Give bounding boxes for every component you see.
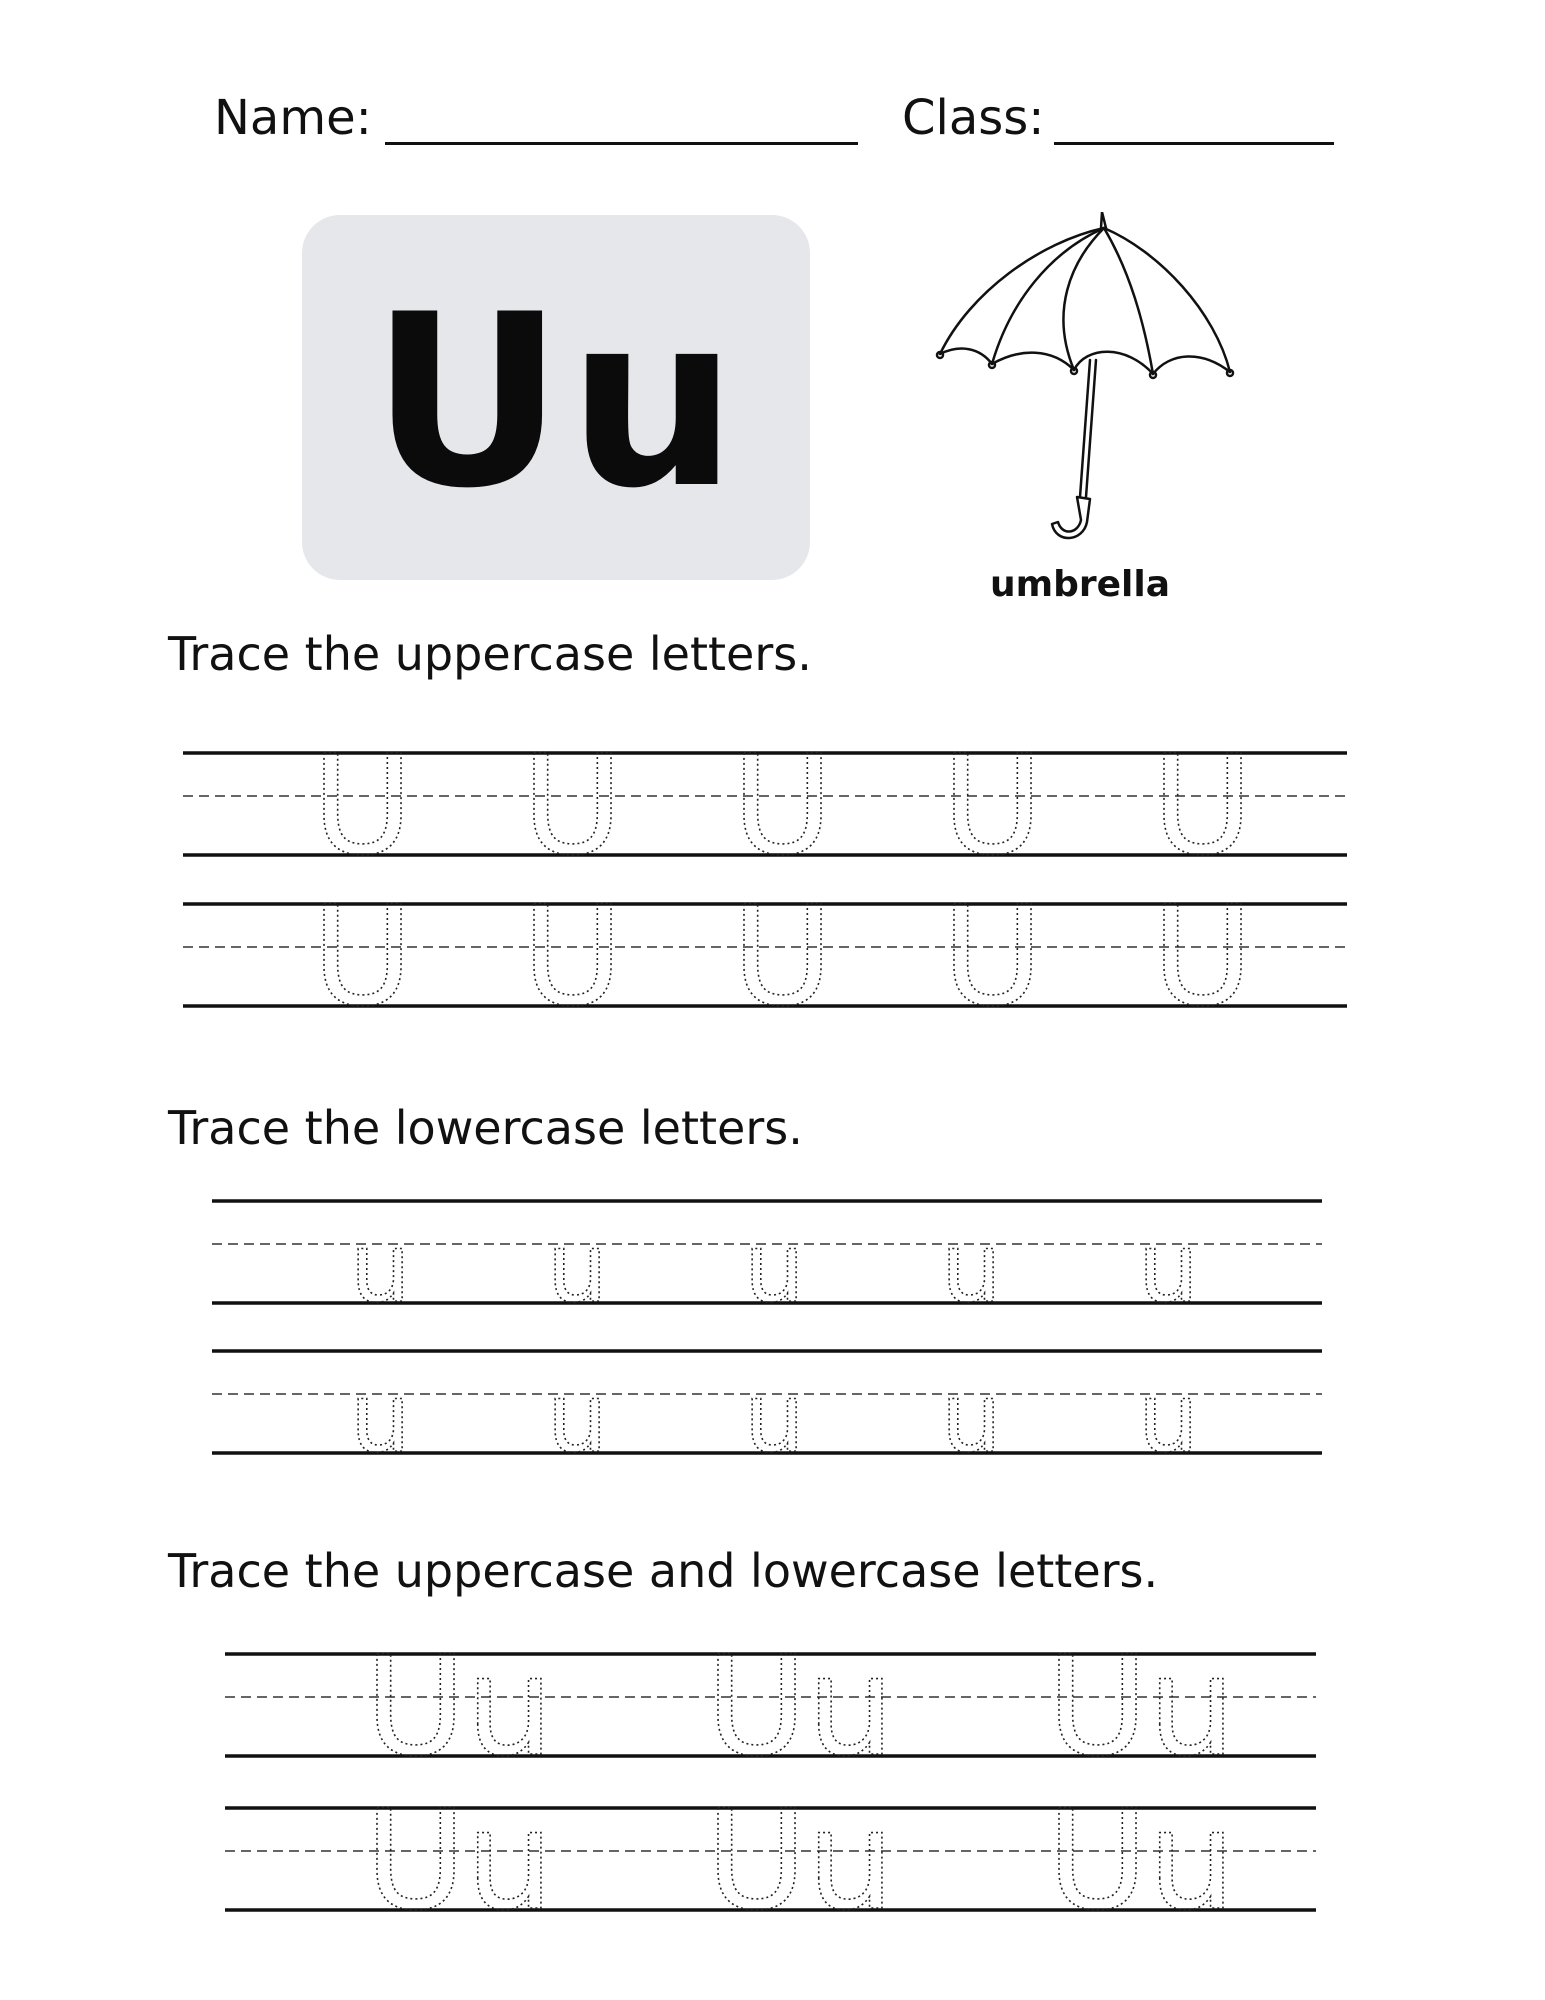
instruction-uppercase: Trace the uppercase letters. (168, 627, 812, 681)
trace-letter[interactable]: u (744, 1362, 805, 1474)
trace-letter[interactable]: u (547, 1212, 608, 1324)
trace-letter[interactable]: Uu (706, 1780, 895, 1941)
trace-letter[interactable]: U (522, 725, 624, 886)
class-label: Class: (902, 90, 1045, 146)
tracing-row[interactable] (212, 1201, 1322, 1324)
trace-letter[interactable]: U (522, 876, 624, 1037)
trace-letter[interactable]: u (941, 1362, 1002, 1474)
picture-word: umbrella (989, 564, 1171, 605)
trace-letter[interactable]: U (732, 876, 834, 1037)
trace-letter[interactable]: u (1138, 1212, 1199, 1324)
trace-letter[interactable]: U (312, 876, 414, 1037)
trace-letter[interactable]: U (942, 725, 1044, 886)
featured-letters: Uu (370, 263, 742, 541)
instruction-both: Trace the uppercase and lowercase letters. (168, 1544, 1159, 1598)
trace-letter[interactable]: U (1152, 876, 1254, 1037)
tracing-row[interactable] (225, 1780, 1316, 1941)
name-label: Name: (214, 90, 372, 146)
trace-letter[interactable]: U (312, 725, 414, 886)
tracing-row[interactable] (212, 1351, 1322, 1474)
trace-letter[interactable]: U (942, 876, 1044, 1037)
trace-letter[interactable]: u (547, 1362, 608, 1474)
tracing-row[interactable] (183, 876, 1347, 1037)
tracing-row[interactable] (183, 725, 1347, 886)
trace-letter[interactable]: Uu (1047, 1780, 1236, 1941)
trace-letter[interactable]: Uu (1047, 1626, 1236, 1787)
trace-letter[interactable]: U (732, 725, 834, 886)
trace-letter[interactable]: Uu (365, 1780, 554, 1941)
trace-letter[interactable]: u (1138, 1362, 1199, 1474)
trace-letter[interactable]: Uu (706, 1626, 895, 1787)
trace-letter[interactable]: U (1152, 725, 1254, 886)
tracing-row[interactable] (225, 1626, 1316, 1787)
instruction-lowercase: Trace the lowercase letters. (168, 1101, 803, 1155)
trace-letter[interactable]: u (941, 1212, 1002, 1324)
trace-letter[interactable]: u (350, 1362, 411, 1474)
trace-letter[interactable]: u (350, 1212, 411, 1324)
trace-letter[interactable]: Uu (365, 1626, 554, 1787)
trace-letter[interactable]: u (744, 1212, 805, 1324)
